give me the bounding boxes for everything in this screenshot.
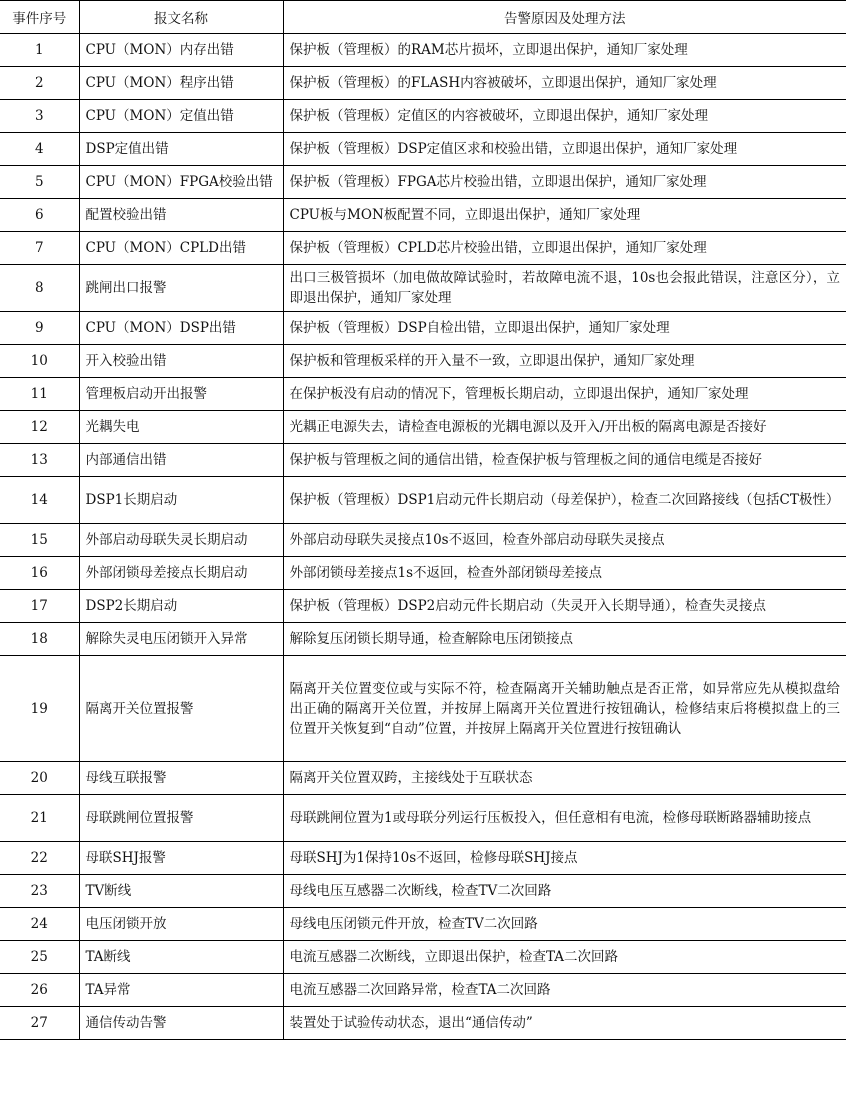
table-row	[0, 762, 846, 795]
table-row	[0, 908, 846, 941]
header-message-name: 报文名称	[79, 1, 283, 34]
event-index-cell: 22	[0, 842, 79, 875]
event-index-cell: 10	[0, 345, 79, 378]
table-row	[0, 444, 846, 477]
reason-cell: 母联跳闸位置为1或母联分列运行压板投入，但任意相有电流，检修母联断路器辅助接点	[283, 795, 846, 842]
message-name-cell: CPU（MON）FPGA校验出错	[79, 166, 283, 199]
table-row	[0, 34, 846, 67]
table-row	[0, 166, 846, 199]
event-index-cell: 5	[0, 166, 79, 199]
message-name-cell: 母线互联报警	[79, 762, 283, 795]
table-row	[0, 974, 846, 1007]
table-row	[0, 623, 846, 656]
table-row	[0, 232, 846, 265]
event-index-cell: 25	[0, 941, 79, 974]
table-row	[0, 345, 846, 378]
table-row	[0, 477, 846, 524]
reason-cell: 解除复压闭锁长期导通，检查解除电压闭锁接点	[283, 623, 846, 656]
table-row	[0, 590, 846, 623]
reason-cell: 光耦正电源失去，请检查电源板的光耦电源以及开入/开出板的隔离电源是否接好	[283, 411, 846, 444]
reason-cell: 保护板与管理板之间的通信出错，检查保护板与管理板之间的通信电缆是否接好	[283, 444, 846, 477]
reason-cell: 保护板（管理板）的FLASH内容被破坏，立即退出保护，通知厂家处理	[283, 67, 846, 100]
event-index-cell: 13	[0, 444, 79, 477]
message-name-cell: DSP1长期启动	[79, 477, 283, 524]
message-name-cell: 跳闸出口报警	[79, 265, 283, 312]
event-index-cell: 8	[0, 265, 79, 312]
message-name-cell: 配置校验出错	[79, 199, 283, 232]
reason-cell: 隔离开关位置双跨，主接线处于互联状态	[283, 762, 846, 795]
message-name-cell: 通信传动告警	[79, 1007, 283, 1040]
event-index-cell: 12	[0, 411, 79, 444]
message-name-cell: CPU（MON）内存出错	[79, 34, 283, 67]
table-row	[0, 1007, 846, 1040]
message-name-cell: 外部闭锁母差接点长期启动	[79, 557, 283, 590]
event-index-cell: 3	[0, 100, 79, 133]
event-index-cell: 18	[0, 623, 79, 656]
event-index-cell: 7	[0, 232, 79, 265]
reason-cell: 装置处于试验传动状态，退出“通信传动”	[283, 1007, 846, 1040]
table-row	[0, 100, 846, 133]
event-index-cell: 11	[0, 378, 79, 411]
table-row	[0, 557, 846, 590]
event-index-cell: 9	[0, 312, 79, 345]
message-name-cell: 光耦失电	[79, 411, 283, 444]
table-row	[0, 656, 846, 762]
event-index-cell: 23	[0, 875, 79, 908]
table-row	[0, 378, 846, 411]
reason-cell: 在保护板没有启动的情况下，管理板长期启动，立即退出保护，通知厂家处理	[283, 378, 846, 411]
table-header-row	[0, 1, 846, 34]
message-name-cell: 隔离开关位置报警	[79, 656, 283, 762]
message-name-cell: DSP2长期启动	[79, 590, 283, 623]
reason-cell: CPU板与MON板配置不同，立即退出保护，通知厂家处理	[283, 199, 846, 232]
message-name-cell: TV断线	[79, 875, 283, 908]
table-row	[0, 133, 846, 166]
table-row	[0, 941, 846, 974]
message-name-cell: TA断线	[79, 941, 283, 974]
event-index-cell: 21	[0, 795, 79, 842]
reason-cell: 保护板（管理板）CPLD芯片校验出错，立即退出保护，通知厂家处理	[283, 232, 846, 265]
message-name-cell: 母联跳闸位置报警	[79, 795, 283, 842]
reason-cell: 保护板（管理板）DSP自检出错，立即退出保护，通知厂家处理	[283, 312, 846, 345]
message-name-cell: 母联SHJ报警	[79, 842, 283, 875]
reason-cell: 母联SHJ为1保持10s不返回，检修母联SHJ接点	[283, 842, 846, 875]
table-row	[0, 524, 846, 557]
table-row	[0, 411, 846, 444]
reason-cell: 出口三极管损坏（加电做故障试验时，若故障电流不退，10s也会报此错误，注意区分），立即退出保护，通知厂家处理	[283, 265, 846, 312]
message-name-cell: 外部启动母联失灵长期启动	[79, 524, 283, 557]
reason-cell: 隔离开关位置变位或与实际不符，检查隔离开关辅助触点是否正常，如异常应先从模拟盘给出正确的隔离开关位置，并按屏上隔离开关位置进行按钮确认，检修结束后将模拟盘上的三位置开关恢复到“自动”位置，并按屏上隔离开关位置进行按钮确认	[283, 656, 846, 762]
message-name-cell: CPU（MON）CPLD出错	[79, 232, 283, 265]
reason-cell: 电流互感器二次断线，立即退出保护，检查TA二次回路	[283, 941, 846, 974]
event-index-cell: 26	[0, 974, 79, 1007]
message-name-cell: 解除失灵电压闭锁开入异常	[79, 623, 283, 656]
table-row	[0, 265, 846, 312]
event-index-cell: 1	[0, 34, 79, 67]
message-name-cell: TA异常	[79, 974, 283, 1007]
event-index-cell: 4	[0, 133, 79, 166]
message-name-cell: 开入校验出错	[79, 345, 283, 378]
reason-cell: 保护板（管理板）定值区的内容被破坏，立即退出保护，通知厂家处理	[283, 100, 846, 133]
reason-cell: 外部启动母联失灵接点10s不返回，检查外部启动母联失灵接点	[283, 524, 846, 557]
message-name-cell: CPU（MON）定值出错	[79, 100, 283, 133]
reason-cell: 保护板（管理板）DSP1启动元件长期启动（母差保护），检查二次回路接线（包括CT极性）	[283, 477, 846, 524]
message-name-cell: 电压闭锁开放	[79, 908, 283, 941]
event-index-cell: 2	[0, 67, 79, 100]
event-index-cell: 6	[0, 199, 79, 232]
event-index-cell: 16	[0, 557, 79, 590]
table-row	[0, 842, 846, 875]
reason-cell: 保护板（管理板）DSP2启动元件长期启动（失灵开入长期导通），检查失灵接点	[283, 590, 846, 623]
table-row	[0, 795, 846, 842]
reason-cell: 保护板（管理板）DSP定值区求和校验出错，立即退出保护，通知厂家处理	[283, 133, 846, 166]
event-index-cell: 15	[0, 524, 79, 557]
event-index-cell: 24	[0, 908, 79, 941]
reason-cell: 母线电压闭锁元件开放，检查TV二次回路	[283, 908, 846, 941]
message-name-cell: CPU（MON）DSP出错	[79, 312, 283, 345]
table-row	[0, 67, 846, 100]
event-index-cell: 14	[0, 477, 79, 524]
reason-cell: 外部闭锁母差接点1s不返回，检查外部闭锁母差接点	[283, 557, 846, 590]
message-name-cell: CPU（MON）程序出错	[79, 67, 283, 100]
header-reason-and-handling: 告警原因及处理方法	[283, 1, 846, 34]
table-row	[0, 312, 846, 345]
reason-cell: 电流互感器二次回路异常，检查TA二次回路	[283, 974, 846, 1007]
message-name-cell: 内部通信出错	[79, 444, 283, 477]
event-index-cell: 17	[0, 590, 79, 623]
reason-cell: 保护板（管理板）FPGA芯片校验出错，立即退出保护，通知厂家处理	[283, 166, 846, 199]
event-index-cell: 19	[0, 656, 79, 762]
reason-cell: 保护板（管理板）的RAM芯片损坏，立即退出保护，通知厂家处理	[283, 34, 846, 67]
table-row	[0, 199, 846, 232]
message-name-cell: 管理板启动开出报警	[79, 378, 283, 411]
reason-cell: 母线电压互感器二次断线，检查TV二次回路	[283, 875, 846, 908]
reason-cell: 保护板和管理板采样的开入量不一致，立即退出保护，通知厂家处理	[283, 345, 846, 378]
header-event-index: 事件序号	[0, 1, 79, 34]
event-index-cell: 20	[0, 762, 79, 795]
message-name-cell: DSP定值出错	[79, 133, 283, 166]
event-index-cell: 27	[0, 1007, 79, 1040]
table-row	[0, 875, 846, 908]
